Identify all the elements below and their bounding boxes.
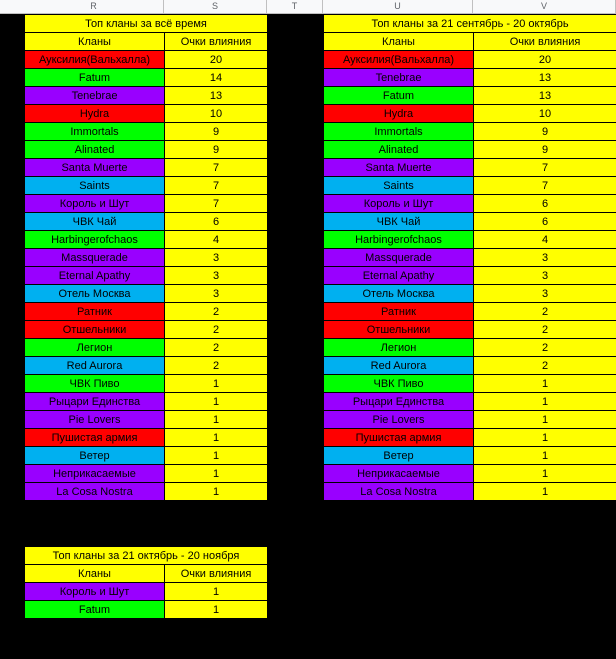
points-cell[interactable]: 9 — [474, 123, 616, 141]
table-row — [324, 51, 616, 69]
points-cell[interactable]: 1 — [165, 429, 268, 447]
clan-name-cell[interactable]: Santa Muerte — [25, 159, 165, 177]
table-row — [25, 51, 268, 69]
table-body — [324, 15, 616, 501]
points-cell[interactable]: 2 — [474, 357, 616, 375]
table-row — [324, 105, 616, 123]
clan-name-cell[interactable]: Pie Lovers — [25, 411, 165, 429]
clan-name-cell[interactable]: Отель Москва — [324, 285, 474, 303]
table-row — [324, 303, 616, 321]
table-oct-nov — [24, 546, 268, 619]
table-row — [324, 429, 616, 447]
clan-name-cell[interactable]: Red Aurora — [25, 357, 165, 375]
table-row — [25, 249, 268, 267]
table-row — [25, 177, 268, 195]
points-cell[interactable]: 2 — [165, 357, 268, 375]
points-cell[interactable]: 7 — [474, 177, 616, 195]
clan-name-cell[interactable]: Король и Шут — [324, 195, 474, 213]
points-cell[interactable]: 1 — [474, 447, 616, 465]
table-row — [25, 87, 268, 105]
clan-name-cell[interactable]: Ратник — [25, 303, 165, 321]
clan-name-cell[interactable]: Король и Шут — [25, 195, 165, 213]
table-row — [25, 321, 268, 339]
points-cell[interactable]: 6 — [474, 195, 616, 213]
points-cell[interactable]: 1 — [165, 393, 268, 411]
clan-name-cell[interactable]: Пушистая армия — [324, 429, 474, 447]
table-row — [25, 105, 268, 123]
points-cell[interactable]: 1 — [474, 483, 616, 501]
points-cell[interactable]: 2 — [165, 339, 268, 357]
points-cell[interactable]: 3 — [474, 267, 616, 285]
points-cell[interactable]: 1 — [165, 483, 268, 501]
column-header-r[interactable]: R — [24, 0, 164, 13]
clan-name-cell[interactable]: Отель Москва — [25, 285, 165, 303]
table-row — [324, 483, 616, 501]
table-row — [25, 69, 268, 87]
points-cell[interactable]: 1 — [165, 447, 268, 465]
column-label-points[interactable]: Очки влияния — [165, 565, 268, 583]
points-cell[interactable]: 1 — [165, 411, 268, 429]
table-row — [324, 465, 616, 483]
clan-name-cell[interactable]: Eternal Apathy — [324, 267, 474, 285]
table-row — [324, 195, 616, 213]
table-body — [25, 547, 268, 619]
table-row — [324, 231, 616, 249]
clan-name-cell[interactable]: ЧВК Пиво — [324, 375, 474, 393]
clan-name-cell[interactable]: Hydra — [324, 105, 474, 123]
column-label-clans[interactable]: Кланы — [25, 565, 165, 583]
points-cell[interactable]: 1 — [165, 465, 268, 483]
table-row — [324, 447, 616, 465]
points-cell[interactable]: 3 — [165, 285, 268, 303]
table-row — [25, 231, 268, 249]
clan-name-cell[interactable]: Отшельники — [324, 321, 474, 339]
table-row — [324, 123, 616, 141]
column-header-v[interactable]: V — [473, 0, 616, 13]
clan-name-cell[interactable]: Hydra — [25, 105, 165, 123]
clan-name-cell[interactable]: Fatum — [25, 69, 165, 87]
table-row — [25, 583, 268, 601]
clan-name-cell[interactable]: Король и Шут — [25, 583, 165, 601]
clan-name-cell[interactable]: Saints — [324, 177, 474, 195]
table-row — [25, 141, 268, 159]
clan-name-cell[interactable]: Harbingerofchaos — [25, 231, 165, 249]
column-label-clans[interactable]: Кланы — [25, 33, 165, 51]
table-title[interactable]: Топ кланы за 21 октябрь - 20 ноября — [25, 547, 268, 565]
points-cell[interactable]: 7 — [474, 159, 616, 177]
table-row — [25, 267, 268, 285]
table-row — [25, 429, 268, 447]
table-row — [324, 357, 616, 375]
points-cell[interactable]: 9 — [474, 141, 616, 159]
clan-name-cell[interactable]: Harbingerofchaos — [324, 231, 474, 249]
points-cell[interactable]: 13 — [474, 69, 616, 87]
clan-name-cell[interactable]: Пушистая армия — [25, 429, 165, 447]
column-header-u[interactable]: U — [323, 0, 473, 13]
table-row — [25, 601, 268, 619]
clan-name-cell[interactable]: Отшельники — [25, 321, 165, 339]
table-row — [324, 141, 616, 159]
points-cell[interactable]: 7 — [165, 195, 268, 213]
points-cell[interactable]: 1 — [474, 465, 616, 483]
clan-name-cell[interactable]: La Cosa Nostra — [324, 483, 474, 501]
points-cell[interactable]: 7 — [165, 159, 268, 177]
table-row — [324, 69, 616, 87]
clan-name-cell[interactable]: ЧВК Чай — [324, 213, 474, 231]
points-cell[interactable]: 1 — [474, 429, 616, 447]
points-cell[interactable]: 9 — [165, 123, 268, 141]
table-row — [324, 285, 616, 303]
table-row — [324, 213, 616, 231]
clan-name-cell[interactable]: Red Aurora — [324, 357, 474, 375]
points-cell[interactable]: 4 — [165, 231, 268, 249]
clan-name-cell[interactable]: Неприкасаемые — [324, 465, 474, 483]
column-header-bar — [0, 0, 616, 14]
points-cell[interactable]: 1 — [474, 411, 616, 429]
table-title[interactable]: Топ кланы за всё время — [25, 15, 268, 33]
table-row — [25, 213, 268, 231]
column-label-points[interactable]: Очки влияния — [474, 33, 616, 51]
clan-name-cell[interactable]: ЧВК Чай — [25, 213, 165, 231]
clan-name-cell[interactable]: Massquerade — [25, 249, 165, 267]
points-cell[interactable]: 3 — [165, 249, 268, 267]
points-cell[interactable]: 13 — [165, 87, 268, 105]
points-cell[interactable]: 14 — [165, 69, 268, 87]
points-cell[interactable]: 10 — [474, 105, 616, 123]
clan-name-cell[interactable]: Аукcилия(Вальхалла) — [25, 51, 165, 69]
table-title[interactable]: Топ кланы за 21 сентябрь - 20 октябрь — [324, 15, 616, 33]
clan-name-cell[interactable]: Alinated — [25, 141, 165, 159]
table-row — [25, 357, 268, 375]
points-cell[interactable]: 20 — [474, 51, 616, 69]
clan-name-cell[interactable]: Eternal Apathy — [25, 267, 165, 285]
table-row — [25, 465, 268, 483]
points-cell[interactable]: 10 — [165, 105, 268, 123]
table-row — [324, 249, 616, 267]
clan-name-cell[interactable]: Immortals — [25, 123, 165, 141]
points-cell[interactable]: 3 — [474, 249, 616, 267]
clan-name-cell[interactable]: Неприкасаемые — [25, 465, 165, 483]
clan-name-cell[interactable]: Рыцари Единства — [324, 393, 474, 411]
clan-name-cell[interactable]: Pie Lovers — [324, 411, 474, 429]
table-row — [324, 159, 616, 177]
clan-name-cell[interactable]: Fatum — [324, 87, 474, 105]
table-row — [25, 159, 268, 177]
column-label-points[interactable]: Очки влияния — [165, 33, 268, 51]
clan-name-cell[interactable]: ЧВК Пиво — [25, 375, 165, 393]
clan-name-cell[interactable]: Fatum — [25, 601, 165, 619]
points-cell[interactable]: 2 — [165, 321, 268, 339]
table-row — [324, 267, 616, 285]
table-row — [25, 483, 268, 501]
points-cell[interactable]: 6 — [165, 213, 268, 231]
table-row — [25, 447, 268, 465]
points-cell[interactable]: 2 — [474, 303, 616, 321]
points-cell[interactable]: 3 — [165, 267, 268, 285]
points-cell[interactable]: 2 — [474, 321, 616, 339]
points-cell[interactable]: 1 — [165, 583, 268, 601]
points-cell[interactable]: 1 — [474, 393, 616, 411]
table-row — [25, 339, 268, 357]
clan-name-cell[interactable]: Легион — [324, 339, 474, 357]
table-row — [324, 87, 616, 105]
clan-name-cell[interactable]: Saints — [25, 177, 165, 195]
points-cell[interactable]: 2 — [474, 339, 616, 357]
table-row — [324, 375, 616, 393]
points-cell[interactable]: 4 — [474, 231, 616, 249]
points-cell[interactable]: 6 — [474, 213, 616, 231]
table-row — [25, 285, 268, 303]
clan-name-cell[interactable]: Ветер — [25, 447, 165, 465]
points-cell[interactable]: 1 — [165, 375, 268, 393]
clan-name-cell[interactable]: Аукcилия(Вальхалла) — [324, 51, 474, 69]
table-row — [25, 303, 268, 321]
clan-name-cell[interactable]: Santa Muerte — [324, 159, 474, 177]
clan-name-cell[interactable]: Massquerade — [324, 249, 474, 267]
table-sep-oct — [323, 14, 616, 501]
column-header-t[interactable]: T — [267, 0, 323, 13]
clan-name-cell[interactable]: Alinated — [324, 141, 474, 159]
clan-name-cell[interactable]: Легион — [25, 339, 165, 357]
table-row — [324, 321, 616, 339]
points-cell[interactable]: 13 — [474, 87, 616, 105]
column-label-clans[interactable]: Кланы — [324, 33, 474, 51]
column-header-s[interactable]: S — [164, 0, 267, 13]
clan-name-cell[interactable]: Ветер — [324, 447, 474, 465]
table-all-time — [24, 14, 268, 501]
table-row — [25, 375, 268, 393]
clan-name-cell[interactable]: Ратник — [324, 303, 474, 321]
points-cell[interactable]: 3 — [474, 285, 616, 303]
table-row — [25, 393, 268, 411]
clan-name-cell[interactable]: La Cosa Nostra — [25, 483, 165, 501]
points-cell[interactable]: 9 — [165, 141, 268, 159]
table-body — [25, 15, 268, 501]
points-cell[interactable]: 1 — [474, 375, 616, 393]
clan-name-cell[interactable]: Tenebrae — [324, 69, 474, 87]
table-row — [25, 123, 268, 141]
points-cell[interactable]: 20 — [165, 51, 268, 69]
clan-name-cell[interactable]: Immortals — [324, 123, 474, 141]
table-row — [25, 411, 268, 429]
points-cell[interactable]: 2 — [165, 303, 268, 321]
table-row — [324, 411, 616, 429]
table-row — [324, 393, 616, 411]
table-row — [324, 339, 616, 357]
table-row — [25, 195, 268, 213]
clan-name-cell[interactable]: Рыцари Единства — [25, 393, 165, 411]
points-cell[interactable]: 1 — [165, 601, 268, 619]
clan-name-cell[interactable]: Tenebrae — [25, 87, 165, 105]
points-cell[interactable]: 7 — [165, 177, 268, 195]
table-row — [324, 177, 616, 195]
